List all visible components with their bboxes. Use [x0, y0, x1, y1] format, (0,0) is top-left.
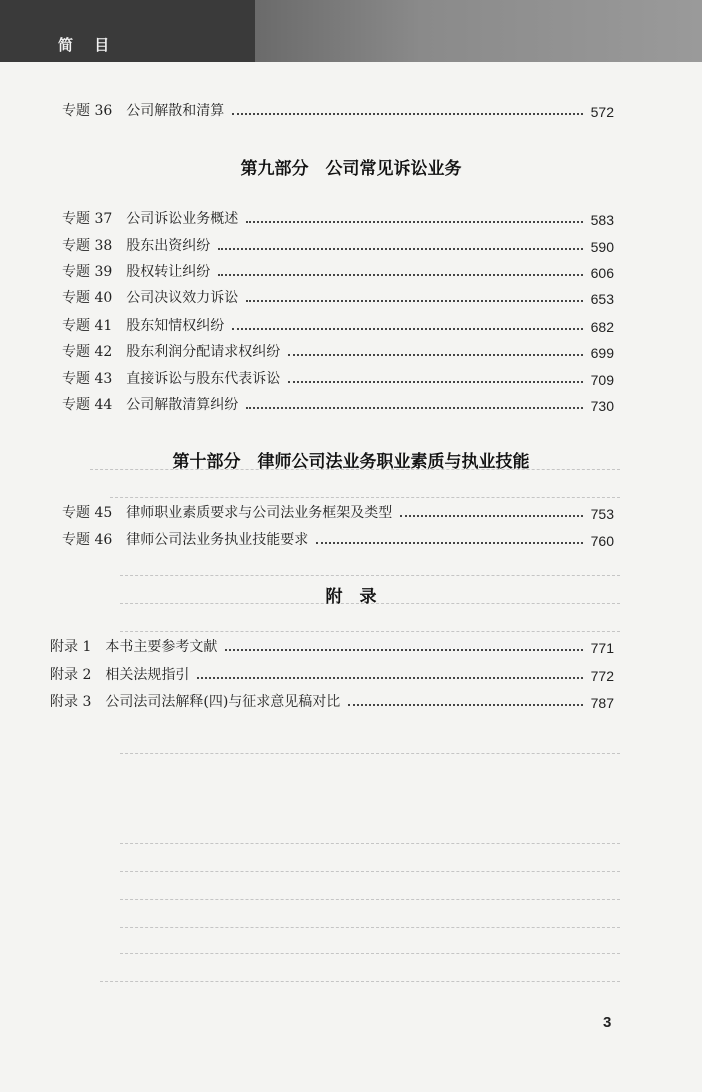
toc-entry-page: 709	[590, 372, 614, 388]
appendix-entry-code: 附录 3	[50, 694, 92, 710]
appendix-entry-title: 公司法司法解释(四)与征求意见稿对比	[105, 694, 341, 710]
toc-entry-page: 583	[590, 212, 614, 228]
toc-entry-39[interactable]	[62, 259, 614, 281]
toc-entry-page: 682	[590, 319, 614, 335]
dot-leader	[316, 541, 582, 544]
dot-leader	[232, 327, 582, 330]
toc-entry-title: 公司解散清算纠纷	[126, 397, 239, 413]
dot-leader	[246, 299, 582, 302]
toc-entry-code: 专题 41	[62, 318, 113, 334]
toc-entry-page: 653	[590, 291, 614, 307]
toc-entry-code: 专题 40	[62, 290, 113, 306]
appendix-entry-3[interactable]	[50, 689, 614, 711]
appendix-entry-page: 772	[590, 668, 614, 684]
part9-heading: 第九部分 公司常见诉讼业务	[240, 159, 462, 179]
appendix-entry-page: 771	[590, 640, 614, 656]
dot-leader	[348, 703, 582, 706]
toc-entry-code: 专题 43	[62, 371, 113, 387]
part10-heading: 第十部分 律师公司法业务职业素质与执业技能	[172, 452, 530, 472]
toc-entry-page: 572	[590, 104, 614, 120]
toc-entry-title: 公司诉讼业务概述	[126, 211, 239, 227]
toc-entry-46[interactable]	[62, 527, 614, 549]
toc-entry-41[interactable]	[62, 313, 614, 335]
dot-leader	[232, 112, 582, 115]
toc-entry-38[interactable]	[62, 233, 614, 255]
toc-entry-title: 股东知情权纠纷	[126, 318, 225, 334]
toc-entry-37[interactable]	[62, 206, 614, 228]
header-title: 简 目	[58, 36, 118, 54]
toc-entry-45[interactable]	[62, 500, 614, 522]
dot-leader	[400, 514, 582, 517]
toc-entry-page: 753	[590, 506, 614, 522]
page-number: 3	[603, 1014, 612, 1031]
dot-leader	[246, 406, 582, 409]
dot-leader	[218, 247, 582, 250]
toc-entry-code: 专题 36	[62, 103, 113, 119]
toc-entry-36[interactable]	[62, 98, 614, 120]
toc-entry-title: 公司解散和清算	[126, 103, 225, 119]
dot-leader	[218, 273, 582, 276]
toc-entry-page: 730	[590, 398, 614, 414]
toc-entry-page: 699	[590, 345, 614, 361]
toc-entry-code: 专题 39	[62, 264, 113, 280]
appendix-entry-2[interactable]	[50, 662, 614, 684]
appendix-entry-code: 附录 2	[50, 667, 92, 683]
dot-leader	[288, 353, 582, 356]
appendix-entry-title: 相关法规指引	[105, 667, 190, 683]
dot-leader	[197, 676, 582, 679]
toc-entry-code: 专题 46	[62, 532, 113, 548]
toc-entry-43[interactable]	[62, 366, 614, 388]
dot-leader	[246, 220, 582, 223]
toc-entry-page: 760	[590, 533, 614, 549]
toc-entry-title: 律师职业素质要求与公司法业务框架及类型	[126, 505, 393, 521]
appendix-entry-1[interactable]	[50, 634, 614, 656]
toc-entry-42[interactable]	[62, 339, 614, 361]
appendix-entry-page: 787	[590, 695, 614, 711]
dot-leader	[225, 648, 582, 651]
toc-entry-title: 股东利润分配请求权纠纷	[126, 344, 281, 360]
toc-entry-title: 直接诉讼与股东代表诉讼	[126, 371, 281, 387]
header-dark-block	[0, 0, 255, 62]
appendix-heading: 附 录	[325, 587, 377, 607]
toc-entry-code: 专题 38	[62, 238, 113, 254]
toc-entry-title: 股东出资纠纷	[126, 238, 211, 254]
dot-leader	[288, 380, 582, 383]
toc-entry-code: 专题 37	[62, 211, 113, 227]
toc-entry-code: 专题 45	[62, 505, 113, 521]
toc-entry-44[interactable]	[62, 392, 614, 414]
appendix-entry-title: 本书主要参考文献	[105, 639, 218, 655]
toc-entry-title: 公司决议效力诉讼	[126, 290, 239, 306]
appendix-entry-code: 附录 1	[50, 639, 92, 655]
toc-entry-page: 606	[590, 265, 614, 281]
toc-entry-page: 590	[590, 239, 614, 255]
toc-entry-code: 专题 42	[62, 344, 113, 360]
toc-entry-title: 律师公司法业务执业技能要求	[126, 532, 309, 548]
toc-entry-title: 股权转让纠纷	[126, 264, 211, 280]
toc-entry-code: 专题 44	[62, 397, 113, 413]
toc-entry-40[interactable]	[62, 285, 614, 307]
